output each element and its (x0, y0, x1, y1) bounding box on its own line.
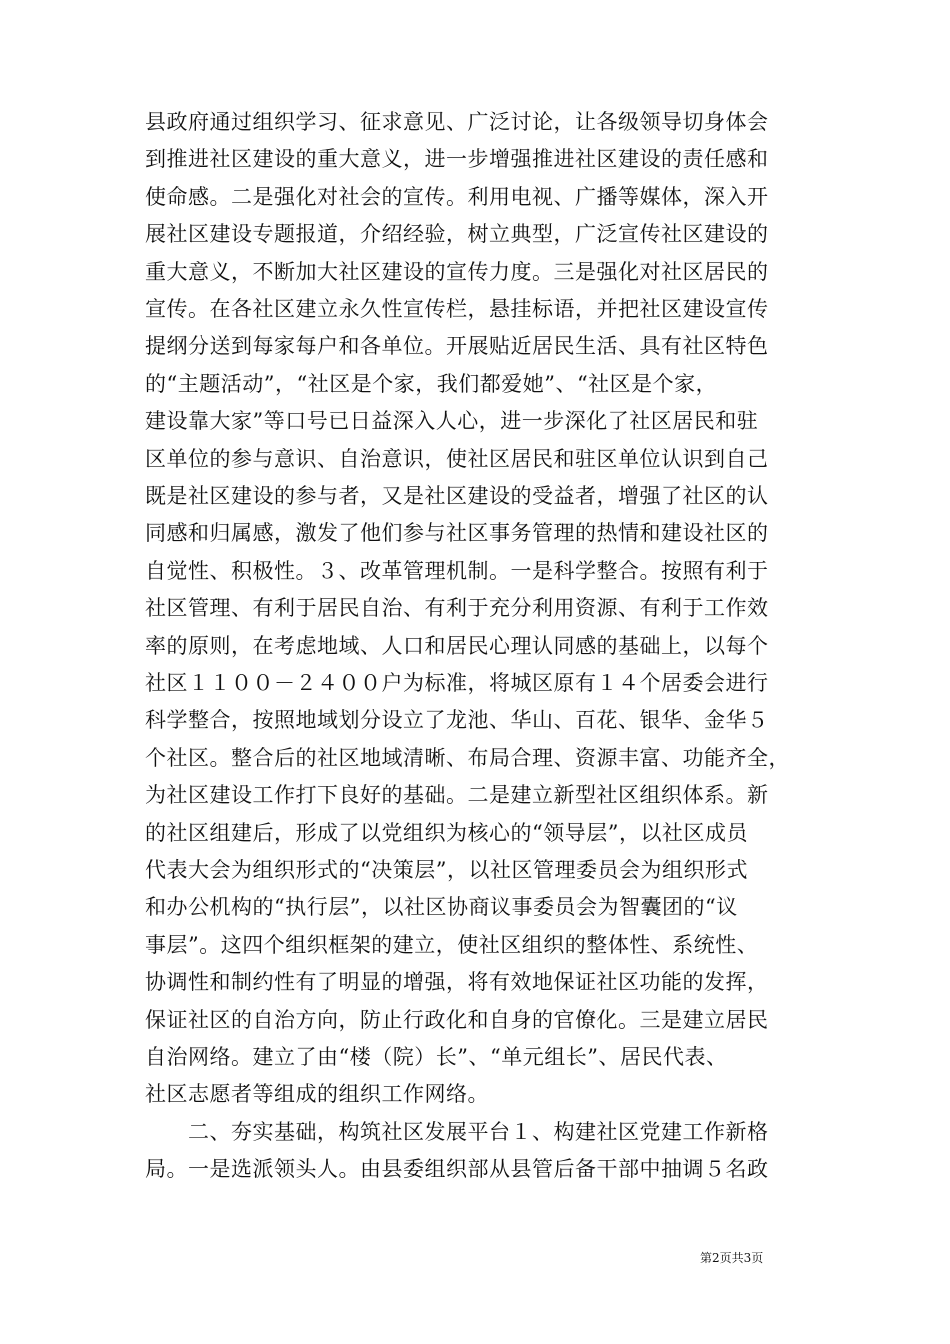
text-line-29: 局。一是选派领头人。由县委组织部从县管后备干部中抽调５名政 (145, 1157, 769, 1181)
text-line-24: 协调性和制约性有了明显的增强，将有效地保证社区功能的发挥， (145, 970, 769, 994)
text-line-20: 的社区组建后，形成了以党组织为核心的“领导层”，以社区成员 (145, 821, 748, 845)
text-line-15: 率的原则，在考虑地域、人口和居民心理认同感的基础上，以每个 (145, 634, 769, 658)
text-line-7: 提纲分送到每家每户和各单位。开展贴近居民生活、具有社区特色 (145, 334, 769, 358)
text-line-18: 个社区。整合后的社区地域清晰、布局合理、资源丰富、功能齐全， (145, 746, 790, 770)
text-line-14: 社区管理、有利于居民自治、有利于充分利用资源、有利于工作效 (145, 596, 769, 620)
text-line-2: 到推进社区建设的重大意义，进一步增强推进社区建设的责任感和 (145, 147, 769, 171)
text-line-5: 重大意义，不断加大社区建设的宣传力度。三是强化对社区居民的 (145, 260, 769, 284)
text-line-23: 事层”。这四个组织框架的建立，使社区组织的整体性、系统性、 (145, 933, 759, 957)
text-line-10: 区单位的参与意识、自治意识，使社区居民和驻区单位认识到自己 (145, 447, 769, 471)
text-line-11: 既是社区建设的参与者，又是社区建设的受益者，增强了社区的认 (145, 484, 769, 508)
text-line-13: 自觉性、积极性。３、改革管理机制。一是科学整合。按照有利于 (145, 559, 769, 583)
text-line-27: 社区志愿者等组成的组织工作网络。 (145, 1082, 489, 1106)
text-line-4: 展社区建设专题报道，介绍经验，树立典型，广泛宣传社区建设的 (145, 222, 769, 246)
text-line-1: 县政府通过组织学习、征求意见、广泛讨论，让各级领导切身体会 (145, 110, 769, 134)
text-line-19: 为社区建设工作打下良好的基础。二是建立新型社区组织体系。新 (145, 783, 769, 807)
text-line-16: 社区１１００－２４００户为标准，将城区原有１４个居委会进行 (145, 671, 769, 695)
page-footer: 第2页共3页 (700, 1251, 764, 1265)
text-line-8: 的“主题活动”，“社区是个家，我们都爱她”、“社区是个家， (145, 372, 718, 396)
text-line-3: 使命感。二是强化对社会的宣传。利用电视、广播等媒体，深入开 (145, 185, 769, 209)
text-line-22: 和办公机构的“执行层”，以社区协商议事委员会为智囊团的“议 (145, 895, 738, 919)
text-line-26: 自治网络。建立了由“楼（院）长”、“单元组长”、居民代表、 (145, 1045, 728, 1069)
text-line-9: 建设靠大家”等口号已日益深入人心，进一步深化了社区居民和驻 (145, 409, 759, 433)
text-line-28: 二、夯实基础，构筑社区发展平台１、构建社区党建工作新格 (145, 1120, 769, 1144)
text-line-25: 保证社区的自治方向，防止行政化和自身的官僚化。三是建立居民 (145, 1008, 769, 1032)
text-line-21: 代表大会为组织形式的“决策层”，以社区管理委员会为组织形式 (145, 858, 748, 882)
text-line-12: 同感和归属感，激发了他们参与社区事务管理的热情和建设社区的 (145, 521, 769, 545)
text-line-17: 科学整合，按照地域划分设立了龙池、华山、百花、银华、金华５ (145, 708, 769, 732)
text-line-6: 宣传。在各社区建立永久性宣传栏，悬挂标语，并把社区建设宣传 (145, 297, 769, 321)
